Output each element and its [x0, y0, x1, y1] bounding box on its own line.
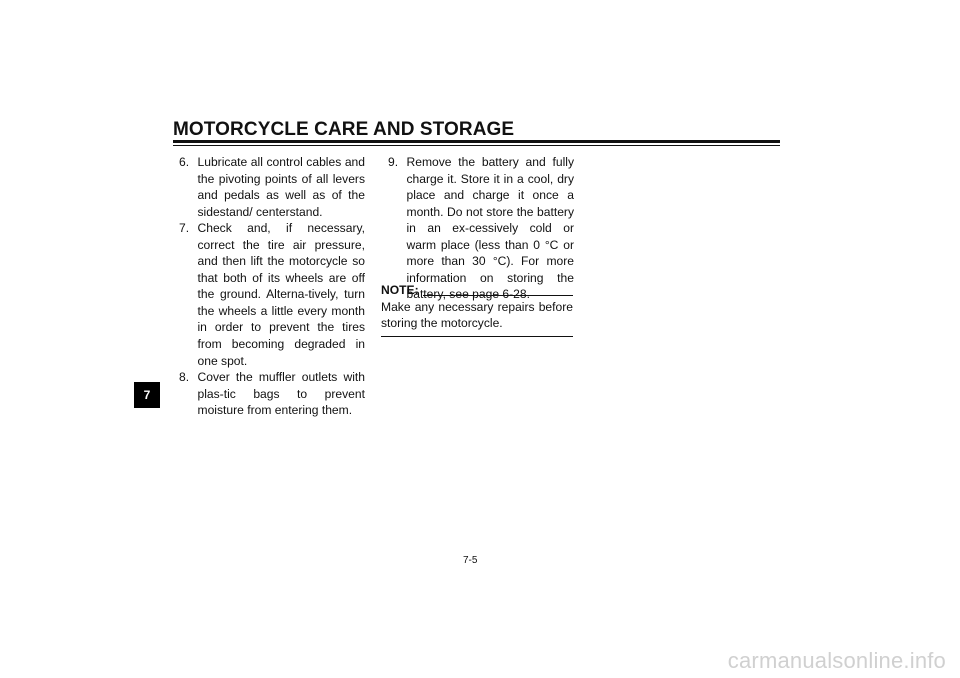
chapter-tab: 7 — [134, 382, 160, 408]
page-title: MOTORCYCLE CARE AND STORAGE — [173, 119, 515, 140]
list-item — [179, 154, 365, 220]
list-item — [179, 369, 365, 419]
note-text: Make any necessary repairs before storing the motorcycle. — [381, 299, 573, 331]
list-item-text: Check and, if necessary, correct the tire air pressure, and then lift the motorcycle so that both of its wheels are off the ground. Alterna-tively, turn the wheels a little every month in order to prevent the tires from becoming degraded in one spot. — [197, 221, 365, 368]
list-item — [179, 220, 365, 369]
right-column — [388, 154, 574, 303]
note-header-rule — [423, 295, 573, 296]
list-item-number: 7. — [179, 221, 190, 236]
header-rule-thin — [173, 145, 780, 146]
note-end-rule — [381, 336, 573, 337]
header-rule-thick — [173, 140, 780, 143]
list-item-text: Remove the battery and fully charge it. Store it in a cool, dry place and charge it once a month. Do not store the battery in an ex-cessively cold or warm place (less than 0 °C or more than 30 °C). For more information on storing the battery, see page 6-28. — [406, 155, 574, 302]
note-header — [381, 282, 573, 299]
note-box — [381, 282, 573, 337]
list-item-text: Cover the muffler outlets with plas-tic bags to prevent moisture from entering them. — [197, 370, 365, 418]
page-number: 7-5 — [463, 555, 478, 566]
list-item-number: 6. — [179, 155, 190, 169]
list-item-number: 8. — [179, 370, 190, 385]
list-item-text: Lubricate all control cables and the pivoting points of all levers and pedals as well as of the sidestand/ centerstand. — [197, 155, 365, 219]
list-item-number: 9. — [388, 155, 399, 169]
watermark: carmanualsonline.info — [727, 648, 946, 673]
note-label: NOTE: — [381, 283, 419, 297]
list-item — [388, 154, 574, 303]
left-column — [179, 154, 365, 419]
